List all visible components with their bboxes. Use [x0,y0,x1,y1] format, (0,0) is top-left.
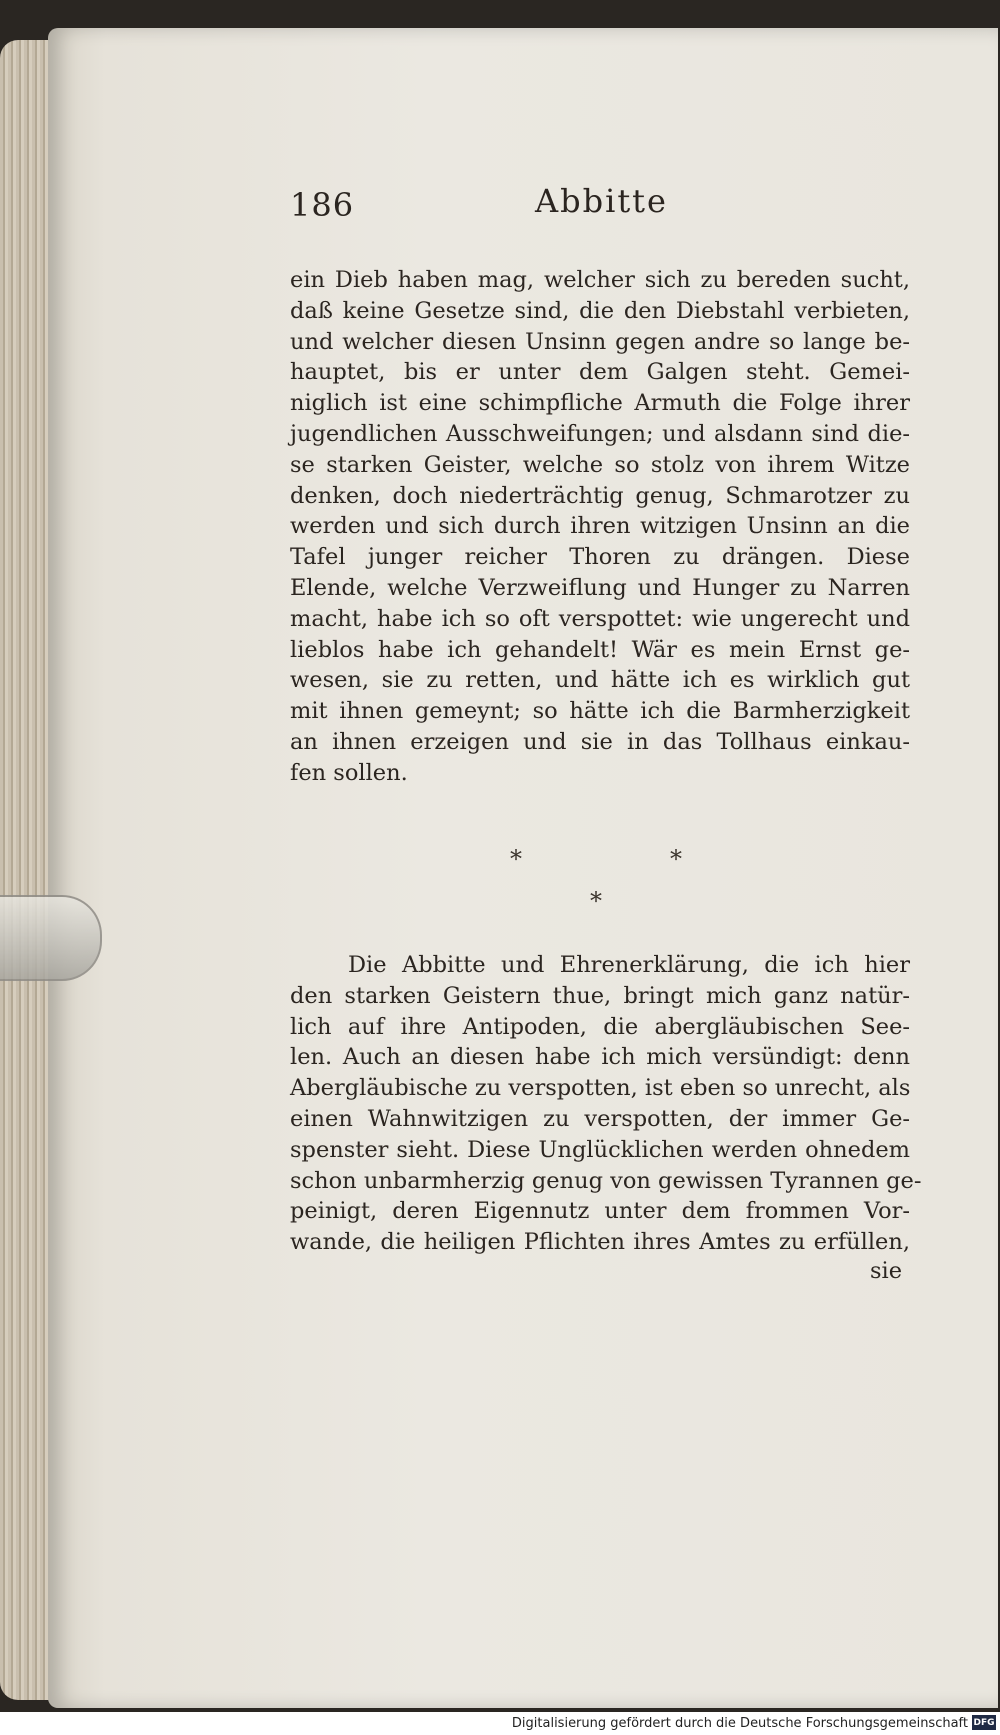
text-line: an ihnen erzeigen und sie in das Tollhaus einkau- [290,728,910,755]
paragraph-1 [290,265,910,789]
asterism [290,845,910,915]
text-line: ein Dieb haben mag, welcher sich zu bereden sucht, [290,267,910,293]
dfg-logo: DFG [972,1715,996,1730]
text-line: Die Abbitte und Ehrenerklärung, die ich hier [348,952,910,978]
page-number: 186 [290,186,355,224]
text-line: macht, habe ich so oft verspottet: wie ungerecht und [290,605,910,632]
page-clip [0,895,102,981]
asterism-star: * [670,845,682,873]
funding-notice: Digitalisierung gefördert durch die Deutsche Forschungsgemeinschaft [511,1716,968,1731]
text-line: fen sollen. [290,759,408,786]
text-line: daß keine Gesetze sind, die den Diebstahl verbieten, [290,297,910,324]
text-line: werden und sich durch ihren witzigen Unsinn an die [290,513,910,540]
asterism-star: * [510,845,522,873]
text-line: se starken Geister, welche so stolz von ihrem Witze [290,451,910,478]
paragraph-2 [290,950,922,1258]
footer [0,1712,1000,1735]
text-line: Abergläubische zu verspotten, ist eben so unrecht, als [290,1075,911,1102]
text-line: Tafel junger reicher Thoren zu drängen. Diese [290,544,910,571]
text-line: jugendlichen Ausschweifungen; und alsdann sind die- [290,420,910,447]
text-line: Elende, welche Verzweiflung und Hunger zu Narren [290,574,910,601]
text-line: denken, doch niederträchtig genug, Schmarotzer zu [290,482,910,509]
running-head: Abbitte [535,182,668,220]
page-header [290,182,920,232]
text-line: peinigt, deren Eigennutz unter dem frommen Vor- [290,1198,910,1225]
text-line: wesen, sie zu retten, und hätte ich es wirklich gut [290,667,910,694]
text-line: hauptet, bis er unter dem Galgen steht. Gemei- [290,359,910,386]
catchword: sie [870,1258,903,1284]
text-line: mit ihnen gemeynt; so hätte ich die Barmherzigkeit [290,698,910,725]
text-line: schon unbarmherzig genug von gewissen Tyrannen ge- [290,1167,922,1194]
text-line: einen Wahnwitzigen zu verspotten, der immer Ge- [290,1105,910,1132]
text-line: und welcher diesen Unsinn gegen andre so lange be- [290,328,910,355]
text-line: len. Auch an diesen habe ich mich versündigt: denn [290,1044,910,1071]
text-line: spenster sieht. Diese Unglücklichen werden ohnedem [290,1136,910,1163]
asterism-star: * [590,887,602,915]
text-line: niglich ist eine schimpfliche Armuth die Folge ihrer [290,390,910,417]
text-line: wande, die heiligen Pflichten ihres Amtes zu erfüllen, [290,1229,910,1256]
text-line: lich auf ihre Antipoden, die abergläubischen See- [290,1013,910,1040]
text-line: den starken Geistern thue, bringt mich ganz natür- [290,982,910,1009]
text-line: lieblos habe ich gehandelt! Wär es mein Ernst ge- [290,636,910,663]
